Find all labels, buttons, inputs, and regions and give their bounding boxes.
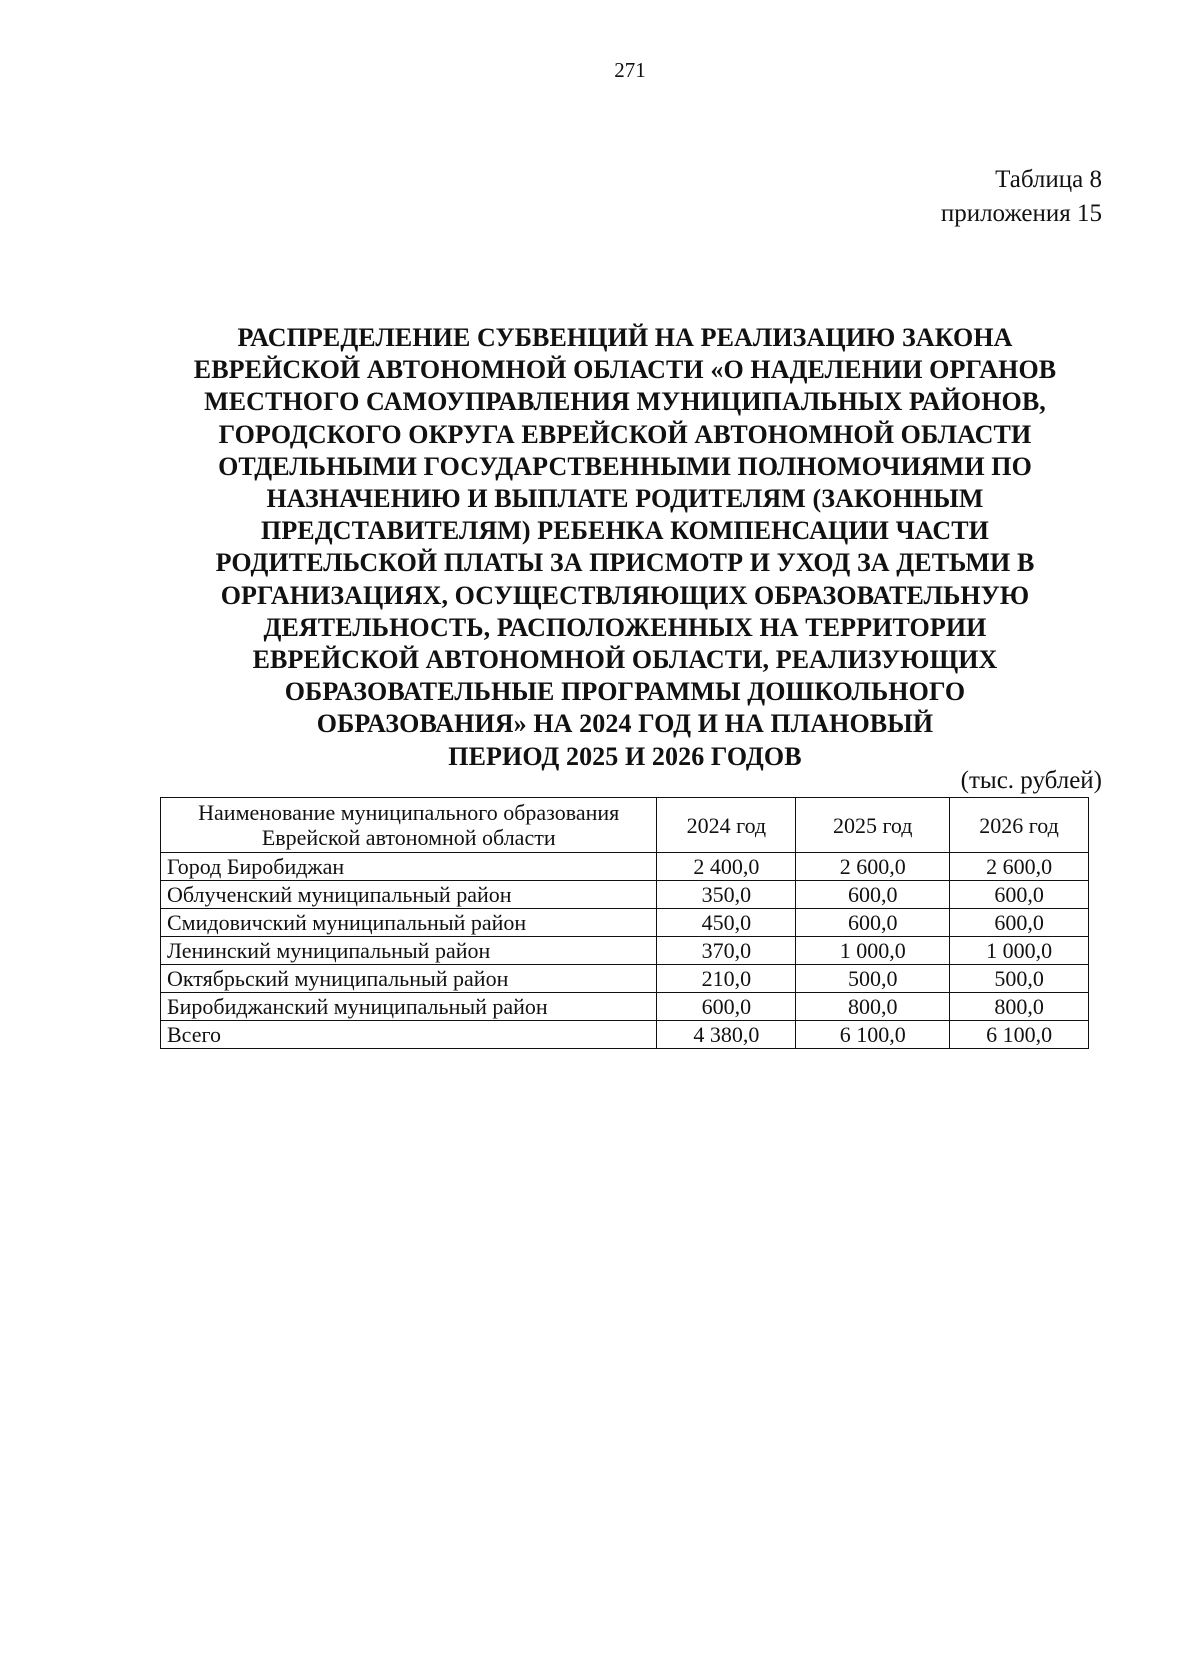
cell-2024: 210,0 (657, 965, 796, 993)
title-line: ДЕЯТЕЛЬНОСТЬ, РАСПОЛОЖЕННЫХ НА ТЕРРИТОРИИ (263, 612, 987, 642)
cell-2025: 800,0 (796, 993, 950, 1021)
title-line: ГОРОДСКОГО ОКРУГА ЕВРЕЙСКОЙ АВТОНОМНОЙ ОБЛАСТИ (218, 419, 1032, 449)
table-total-row (161, 1021, 1089, 1049)
header-municipality (161, 798, 657, 853)
cell-2025: 1 000,0 (796, 937, 950, 965)
table-row (161, 853, 1089, 881)
header-year-2025: 2025 год (796, 798, 950, 853)
title-line: ПЕРИОД 2025 И 2026 ГОДОВ (448, 741, 802, 771)
cell-2026: 800,0 (950, 993, 1089, 1021)
cell-2026: 2 600,0 (950, 853, 1089, 881)
table-row (161, 965, 1089, 993)
header-municipality-line2: Еврейской автономной области (261, 825, 556, 850)
cell-2026: 600,0 (950, 909, 1089, 937)
cell-2024: 600,0 (657, 993, 796, 1021)
cell-2026: 500,0 (950, 965, 1089, 993)
cell-2025: 2 600,0 (796, 853, 950, 881)
title-line: ОБРАЗОВАТЕЛЬНЫЕ ПРОГРАММЫ ДОШКОЛЬНОГО (284, 677, 966, 707)
cell-municipality: Облученский муниципальный район (161, 881, 657, 909)
cell-2026: 600,0 (950, 881, 1089, 909)
cell-municipality: Биробиджанский муниципальный район (161, 993, 657, 1021)
cell-2026: 1 000,0 (950, 937, 1089, 965)
cell-2025: 600,0 (796, 881, 950, 909)
cell-2024: 350,0 (657, 881, 796, 909)
cell-2024: 370,0 (657, 937, 796, 965)
page-number: 271 (614, 58, 646, 82)
title-line: ЕВРЕЙСКОЙ АВТОНОМНОЙ ОБЛАСТИ «О НАДЕЛЕНИИ ОРГАНОВ (193, 355, 1057, 385)
title-line: РАСПРЕДЕЛЕНИЕ СУБВЕНЦИЙ НА РЕАЛИЗАЦИЮ ЗАКОНА (237, 323, 1013, 352)
title-line: ОТДЕЛЬНЫМИ ГОСУДАРСТВЕННЫМИ ПОЛНОМОЧИЯМИ ПО (218, 451, 1032, 481)
cell-2025: 500,0 (796, 965, 950, 993)
cell-total-2026: 6 100,0 (950, 1021, 1089, 1049)
table-reference (941, 163, 1102, 231)
units-label: (тыс. рублей) (960, 767, 1102, 794)
table-reference-appendix: приложения 15 (940, 200, 1102, 227)
cell-municipality: Город Биробиджан (161, 853, 657, 881)
header-year-2024: 2024 год (657, 798, 796, 853)
cell-total-2024: 4 380,0 (657, 1021, 796, 1049)
title-line: ЕВРЕЙСКОЙ АВТОНОМНОЙ ОБЛАСТИ, РЕАЛИЗУЮЩИХ (252, 645, 998, 675)
cell-2024: 2 400,0 (657, 853, 796, 881)
cell-municipality: Смидовичский муниципальный район (161, 909, 657, 937)
title-line: ПРЕДСТАВИТЕЛЯМ) РЕБЕНКА КОМПЕНСАЦИИ ЧАСТИ (261, 516, 989, 546)
cell-total-label: Всего (161, 1021, 657, 1049)
cell-2025: 600,0 (796, 909, 950, 937)
title-line: ОРГАНИЗАЦИЯХ, ОСУЩЕСТВЛЯЮЩИХ ОБРАЗОВАТЕЛЬНУЮ (220, 580, 1030, 610)
title-line: ОБРАЗОВАНИЯ» НА 2024 ГОД И НА ПЛАНОВЫЙ (316, 709, 934, 739)
title-line: МЕСТНОГО САМОУПРАВЛЕНИЯ МУНИЦИПАЛЬНЫХ РАЙОНОВ, (204, 387, 1046, 417)
cell-2024: 450,0 (657, 909, 796, 937)
table-row (161, 881, 1089, 909)
cell-municipality: Октябрьский муниципальный район (161, 965, 657, 993)
table-reference-number: Таблица 8 (995, 166, 1102, 193)
cell-total-2025: 6 100,0 (796, 1021, 950, 1049)
header-municipality-line1: Наименование муниципального образования (198, 800, 620, 825)
table-row (161, 937, 1089, 965)
document-title (165, 322, 1085, 773)
table-header-row (161, 798, 1089, 853)
title-line: НАЗНАЧЕНИЮ И ВЫПЛАТЕ РОДИТЕЛЯМ (ЗАКОННЫМ (266, 484, 984, 514)
title-line: РОДИТЕЛЬСКОЙ ПЛАТЫ ЗА ПРИСМОТР И УХОД ЗА ДЕТЬМИ В (215, 548, 1035, 578)
cell-municipality: Ленинский муниципальный район (161, 937, 657, 965)
table-row (161, 909, 1089, 937)
subventions-table (160, 797, 1089, 1049)
header-year-2026: 2026 год (950, 798, 1089, 853)
table-row (161, 993, 1089, 1021)
